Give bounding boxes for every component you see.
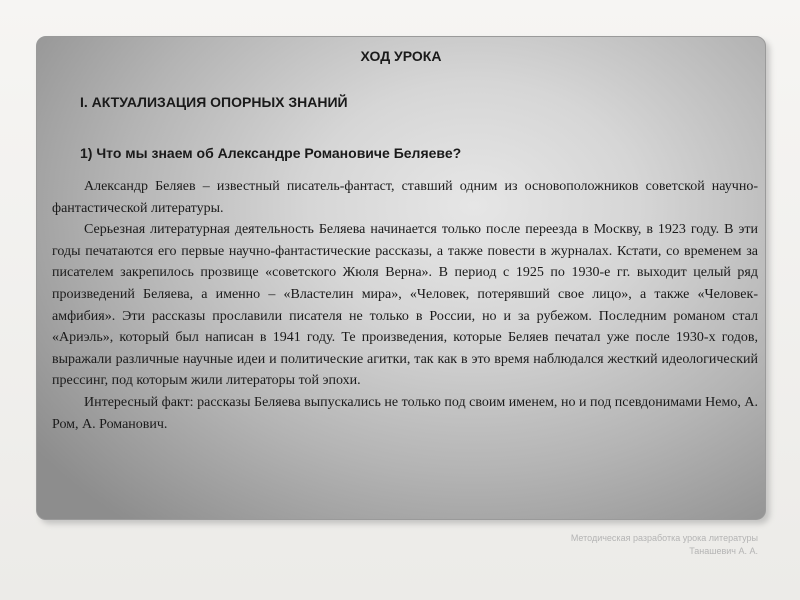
- footer-credit: [571, 532, 758, 558]
- paragraph-intro: Александр Беляев – известный писатель-фантаст, ставший одним из основоположников советской научно-фантастической литературы.: [52, 179, 758, 216]
- body-text: [52, 176, 758, 435]
- footer-line-1: Методическая разработка урока литературы: [570, 533, 758, 543]
- footer-line-2: Танашевич А. А.: [689, 546, 758, 556]
- paragraph-career: Серьезная литературная деятельность Беляева начинается только после переезда в Москву, в 1923 году. В эти годы печатаются его первые научно-фантастические рассказы, а также повести в журналах. Кстати, со временем за писателем закрепилось прозвище «советского Жюля Верна». В период с 1925 по 1930-е гг. выходит целый ряд произведений Беляева, а именно – «Властелин мира», «Человек, потерявший свое лицо», а также «Человек-амфибия». Эти рассказы прославили писателя не только в России, но и за рубежом. Последним романом стал «Ариэль», который был написан в 1941 году. Те произведения, которые Беляев печатал уже после 1930-х годов, выражали различные научные идеи и политические агитки, так как в это время наблюдался жесткий идеологический прессинг, под которым жили литераторы той эпохи.: [52, 222, 758, 389]
- slide-title: ХОД УРОКА: [360, 48, 442, 64]
- section-heading: I. АКТУАЛИЗАЦИЯ ОПОРНЫХ ЗНАНИЙ: [80, 94, 348, 110]
- paragraph-fact: Интересный факт: рассказы Беляева выпускались не только под своим именем, но и под псевдонимами Немо, А. Ром, А. Романович.: [52, 394, 758, 432]
- question-heading: 1) Что мы знаем об Александре Романовиче Беляеве?: [80, 145, 462, 161]
